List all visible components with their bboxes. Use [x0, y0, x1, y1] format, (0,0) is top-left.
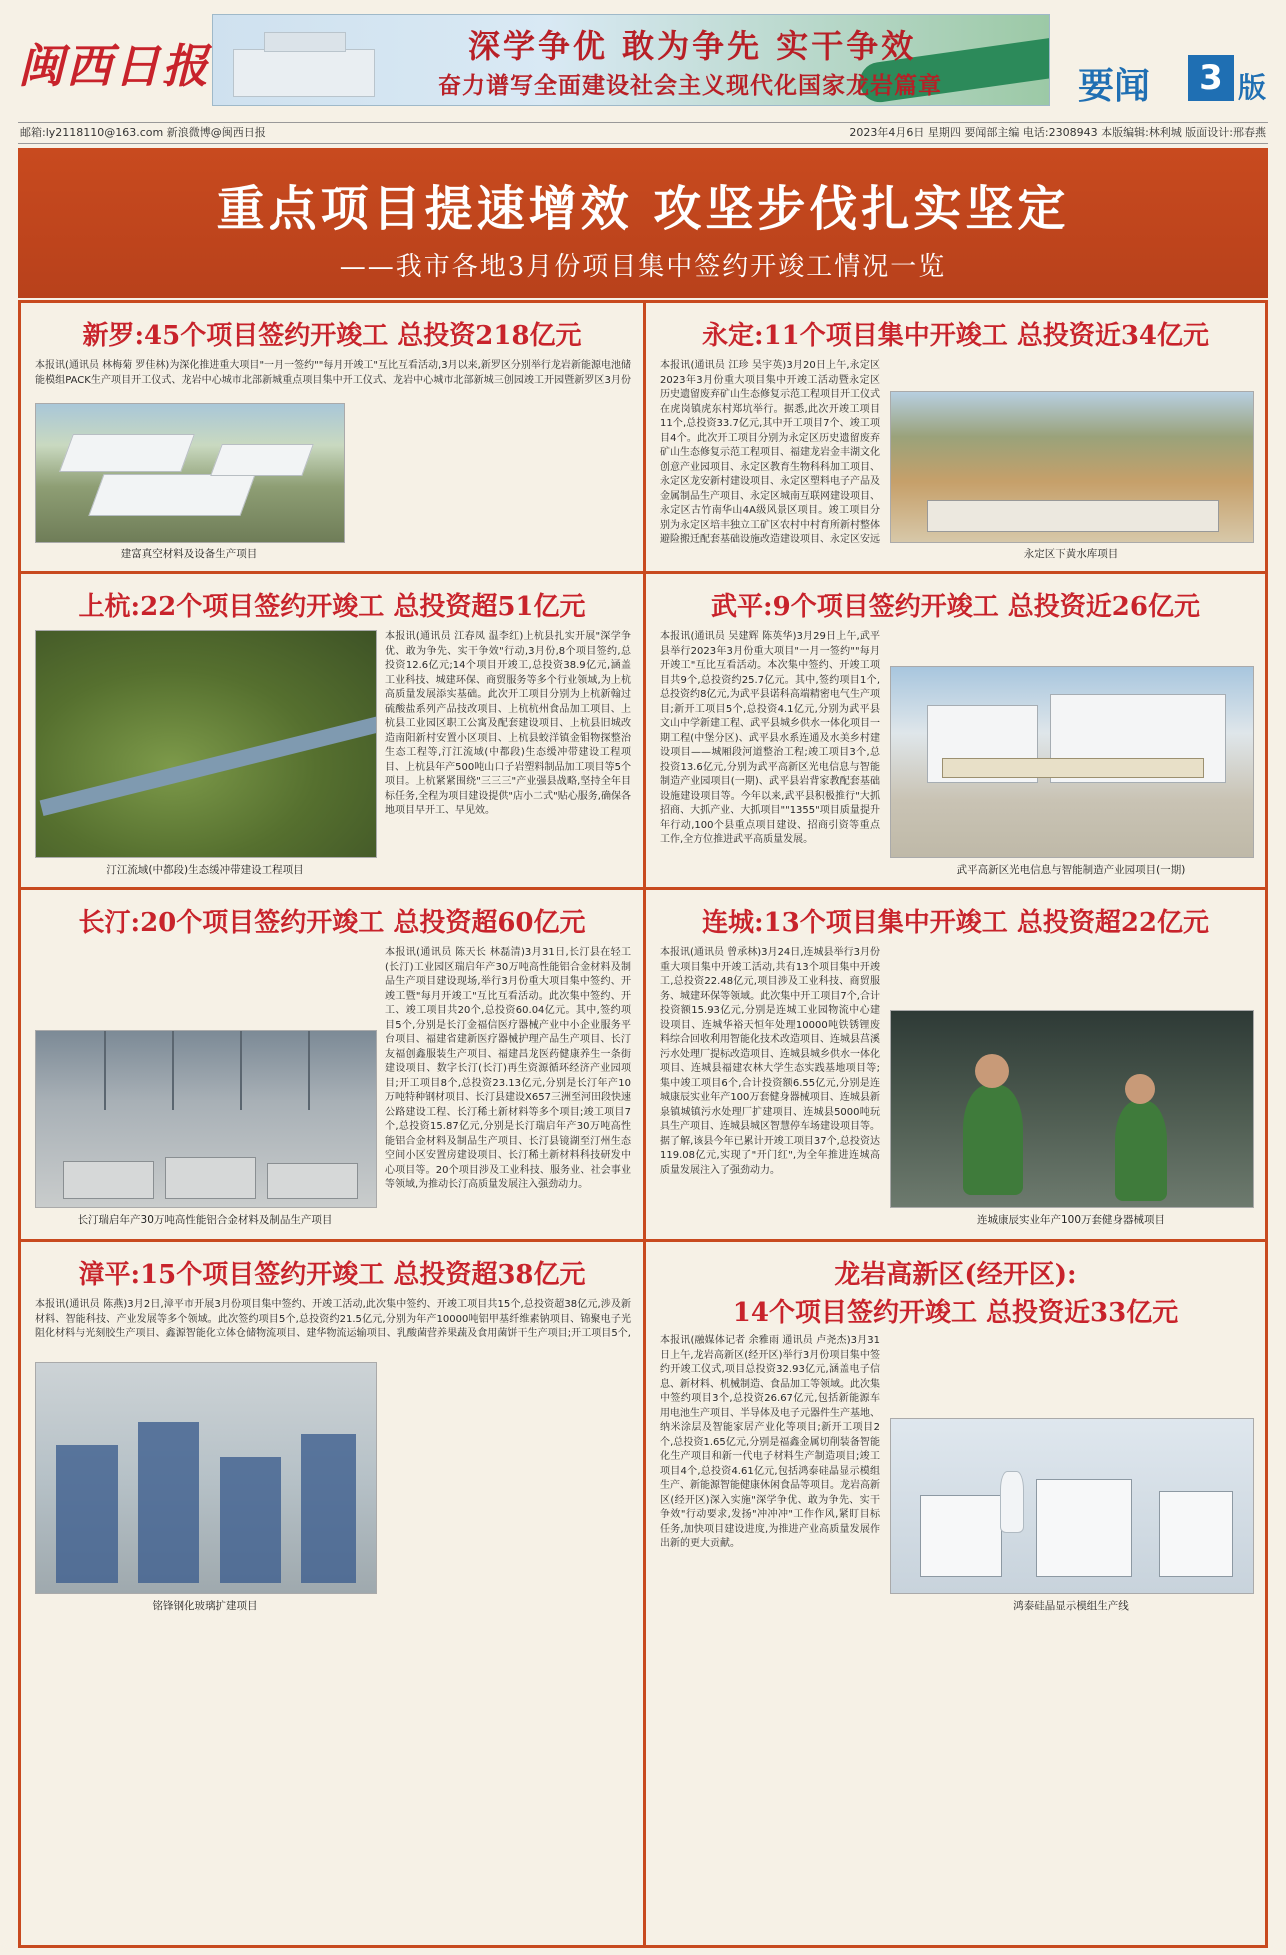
article-body: 本报讯(通讯员 陈天长 林磊清)3月31日,长汀县在轻工(长汀)工业园区瑞启年产30万吨高性能铝合金材料及制品生产项目建设现场,举行3月份重大项目集中签约、开竣工暨"每月开竣工"互比互看活动。此次集中签约、开工、竣工项目共20个,总投资60.04亿元。其中,签约项目5个,分别是长汀金福信医疗器械产业中小企业服务平台项目、福建省建新医疗器械护理产品生产项目、长汀友福创鑫服装生产项目、福建昌龙医药健康养生一条街建设项目、数字长汀(长汀)再生资源循环经济产业园项目;开工项目8个,总投资23.13亿元,分别是长汀年产10万吨特种钢材项目、长汀县建设X657三洲至河田段快速公路建设工程、长汀稀土新材料等多个项目;竣工项目7个,总投资15.87亿元,分别是长汀瑞启年产30万吨高性能铝合金材料及制品生产项目、长汀县镜湖至汀州生态空间小区安置房建设项目、长汀稀土新材料科技研发中心项目等。20个项目涉及工业科技、服务业、社会事业等领域,为推动长汀高质量发展注入强劲动力。	[385, 947, 631, 1190]
photo-caption: 铭锋钢化玻璃扩建项目	[152, 1600, 258, 1612]
article-body: 本报讯(通讯员 江春凤 温李红)上杭县扎实开展"深学争优、敢为争先、实干争效"行动,3月份,8个项目签约,总投资12.6亿元;14个项目开竣工,总投资38.9亿元,涵盖工业科技、城建环保、商贸服务等多个行业领域,为上杭高质量发展添实基础。此次开工项目分别为上杭新翰过硫酸盐系列产品技改项目、上杭杭州食品加工项目、上杭县工业园区职工公寓及配套建设项目、上杭县旧城改造南阳新村安置小区项目、上杭县蛟洋镇金钼物探整治生态工程等,汀江流域(中都段)生态缓冲带建设工程项目、上杭县年产500吨山口子岩塑料制品加工项目等5个项目。上杭紧紧围绕"三三三"产业强县战略,坚持全年目标任务,全程为项目建设提供"店小二式"贴心服务,确保各地项目早开工、早见效。	[385, 631, 631, 816]
section-name: 要闻	[1078, 66, 1151, 107]
article-zhangping	[21, 1242, 643, 1945]
article-photo	[35, 1030, 377, 1208]
article-body: 本报讯(通讯员 江珍 吴宇英)3月20日上午,永定区2023年3月份重大项目集中开竣工活动暨永定区历史遗留废弃矿山生态修复示范工程项目开工仪式在虎岗镇虎东村郑坑举行。据悉,此次开竣工项目11个,总投资33.7亿元,其中开工项目7个、竣工项目4个。此次开工项目分别为永定区历史遗留废弃矿山生态修复示范工程项目、福建龙岩金丰湖文化创意产业园项目、永定区教育生物科科加工项目、永定区龙安新村建设项目、永定区塑料电子产品及金属制品生产项目、永定区城南互联网建设项目、永定区古竹南华山4A级风景区项目。竣工项目分别为永定区培丰独立工矿区农村中村育所新村整体避险搬迁配套基础设施改造建设项目、永定区安远	[660, 360, 880, 545]
banner-slogan-sub: 奋力谱写全面建设社会主义现代化国家龙岩篇章	[438, 72, 942, 99]
page-number: 3	[1188, 55, 1234, 101]
article-title: 漳平:15个项目签约开竣工 总投资超38亿元	[78, 1260, 586, 1290]
newspaper-logo: 闽西日报	[18, 39, 210, 93]
photo-caption: 鸿泰硅晶显示模组生产线	[1013, 1600, 1129, 1612]
photo-caption: 汀江流域(中都段)生态缓冲带建设工程项目	[106, 864, 304, 876]
article-wuping	[646, 574, 1265, 887]
photo-caption: 永定区下黄水库项目	[1023, 548, 1119, 560]
article-body: 本报讯(通讯员 陈燕)3月2日,漳平市开展3月份项目集中签约、开竣工活动,此次集中签约、开竣工项目共15个,总投资超38亿元,涉及新材料、智能科技、产业发展等多个领域。此次签约项目5个,总投资约21.5亿元,分别为年产10000吨铝甲基纤维素钠项目、锦聚电子光阻化材料与光刻胶生产项目、鑫源智能化立体仓储物流项目、建华物流运输项目、乳酸菌营养果蔬及食用菌饼干生产项目;开工项目5个,	[35, 1299, 631, 1339]
article-xinluo	[21, 303, 643, 571]
article-title: 长汀:20个项目签约开竣工 总投资超60亿元	[78, 908, 586, 938]
article-body: 本报讯(通讯员 曾承林)3月24日,连城县举行3月份重大项目集中开竣工活动,共有13个项目集中开竣工,总投资22.48亿元,项目涉及工业科技、商贸服务、城建环保等领域。此次集中开工项目7个,合计投资额15.93亿元,分别是连城工业园物流中心建设项目、连城华裕天恒年处理10000吨铁锈锂废料综合回收利用智能化技术改造项目、连城县莒溪污水处理厂提标改造项目、连城县城乡供水一体化项目、连城县福建农林大学生态实践基地项目等;集中竣工项目6个,合计投资额6.55亿元,分别是连城康辰实业年产100万套健身器械项目、连城县新泉镇城镇污水处理厂扩建项目、连城县5000吨玩具生产项目、连城县城区智慧停车场建设项目等。据了解,该县今年已累计开竣工项目37个,总投资达119.08亿元,实现了"开门红",为全年推进连城高质量发展注入了强劲动力。	[660, 947, 880, 1176]
contact-info: 邮箱:ly2118110@163.com 新浪微博@闽西日报	[20, 126, 266, 139]
banner-slogan-main: 深学争优 敢为争先 实干争效	[468, 27, 917, 65]
article-title: 武平:9个项目签约开竣工 总投资近26亿元	[711, 592, 1200, 622]
article-liancheng	[646, 890, 1265, 1239]
article-title: 永定:11个项目集中开竣工 总投资近34亿元	[701, 321, 1209, 351]
article-title: 新罗:45个项目签约开竣工 总投资218亿元	[82, 321, 582, 351]
article-photo	[35, 630, 377, 858]
photo-caption: 建富真空材料及设备生产项目	[120, 548, 258, 560]
photo-caption: 武平高新区光电信息与智能制造产业园项目(一期)	[956, 864, 1186, 876]
page-suffix: 版	[1238, 71, 1267, 104]
photo-caption: 连城康辰实业年产100万套健身器械项目	[976, 1214, 1166, 1226]
headline-main: 重点项目提速增效 攻坚步伐扎实坚定	[216, 181, 1070, 237]
article-body: 本报讯(通讯员 吴建辉 陈英华)3月29日上午,武平县举行2023年3月份重大项目"一月一签约""每月开竣工"互比互看活动。本次集中签约、开竣工项目共9个,总投资约25.7亿元。其中,签约项目1个,总投资约8亿元,为武平县诺科高端精密电气生产项目;新开工项目5个,总投资4.1亿元,分别为武平县文山中学新建工程、武平县城乡供水一体化项目一期工程(中堡分区)、武平县水系连通及水美乡村建设项目——城厢段河道整治工程;竣工项目3个,总投资13.6亿元,分别为武平高新区光电信息与智能制造产业园项目(一期)、武平县岩背家教配套基础设施建设项目等。今年以来,武平县积极推行"大抓招商、大抓产业、大抓项目""1355"项目质量提升年行动,100个县重点项目建设、招商引资等重点工作,全方位推进武平高质量发展。	[660, 631, 880, 845]
article-photo	[890, 1010, 1254, 1208]
headline-block	[18, 148, 1268, 298]
building-illustration	[233, 49, 375, 97]
photo-caption: 长汀瑞启年产30万吨高性能铝合金材料及制品生产项目	[77, 1214, 333, 1226]
article-photo	[890, 666, 1254, 858]
article-changting	[21, 890, 643, 1239]
article-body-cont	[351, 403, 631, 559]
masthead	[0, 0, 1286, 122]
article-shanghang	[21, 574, 643, 887]
headline-sub: ——我市各地3月份项目集中签约开竣工情况一览	[339, 252, 947, 282]
article-yongding	[646, 303, 1265, 571]
article-gaoxinqu	[646, 1242, 1265, 1945]
article-photo	[890, 1418, 1254, 1594]
articles-grid	[18, 300, 1268, 1948]
info-line	[18, 122, 1268, 144]
article-photo	[35, 1362, 377, 1594]
article-title: 连城:13个项目集中开竣工 总投资超22亿元	[701, 908, 1209, 938]
article-photo	[35, 403, 345, 543]
article-photo	[890, 391, 1254, 543]
article-title-line2: 14个项目签约开竣工 总投资近33亿元	[732, 1298, 1179, 1328]
article-title: 上杭:22个项目签约开竣工 总投资超51亿元	[78, 592, 586, 622]
article-body: 本报讯(融媒体记者 余雅雨 通讯员 卢尧杰)3月31日上午,龙岩高新区(经开区)举行3月份项目集中签约开竣工仪式,项目总投资32.93亿元,涵盖电子信息、新材料、机械制造、食品加工等领域。此次集中签约项目3个,总投资26.67亿元,包括新能源车用电池生产项目、半导体及电子元器件生产基地、纳米涂层及智能家居产业化等项目;新开工项目2个,总投资1.65亿元,分别是福鑫金属切削装备智能化生产项目和新一代电子材料生产制造项目;竣工项目4个,总投资4.61亿元,包括鸿泰硅晶显示模组生产、新能源智能健康休闲食品等项目。龙岩高新区(经开区)深入实施"深学争优、敢为争先、实干争效"行动要求,发扬"冲冲冲"工作作风,紧盯目标任务,加快项目建设进度,为推进产业高质量发展作出新的更大贡献。	[660, 1335, 880, 1549]
issue-info: 2023年4月6日 星期四 要闻部主编 电话:2308943 本版编辑:林利城 版面设计:邢春燕	[849, 126, 1266, 139]
article-body: 本报讯(通讯员 林梅菊 罗佳林)为深化推进重大项目"一月一签约""每月开竣工"互比互看活动,3月以来,新罗区分别举行龙岩新能源电池储能模组PACK生产项目开工仪式、龙岩中心城市北部新城重点项目集中开工仪式、龙岩中心城市北部新城三创园竣工开园暨新罗区3月份	[35, 360, 631, 386]
banner-image	[212, 14, 1050, 106]
article-title: 龙岩高新区(经开区):	[834, 1260, 1077, 1290]
